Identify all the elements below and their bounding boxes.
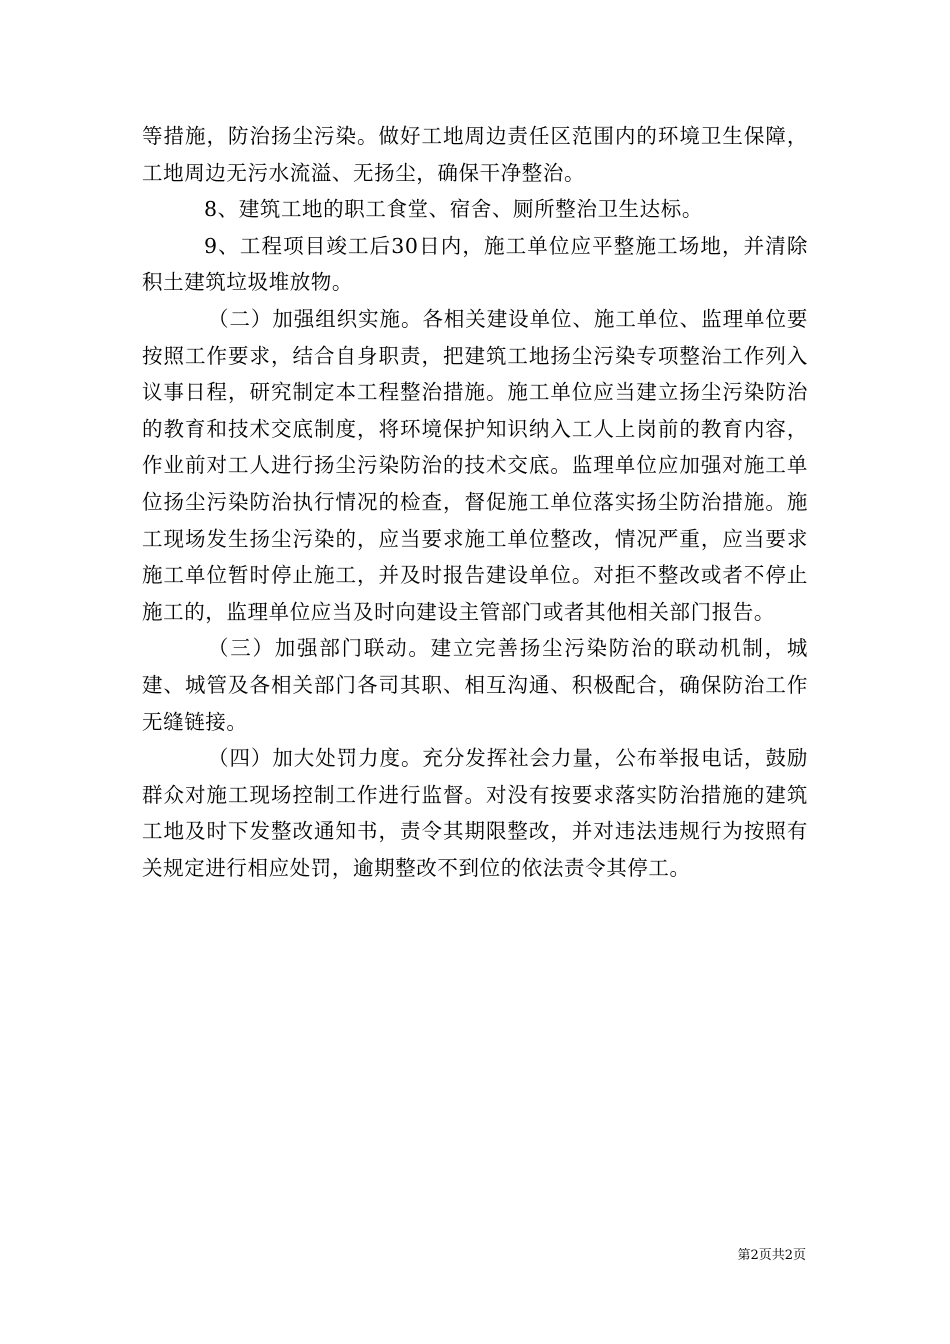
paragraph-section-4: （四）加大处罚力度。充分发挥社会力量，公布举报电话，鼓励群众对施工现场控制工作进行监督。对没有按要求落实防治措施的建筑工地及时下发整改通知书，责令其期限整改，并对违法违规行为按照有关规定进行相应处罚，逾期整改不到位的依法责令其停工。 (142, 746, 808, 880)
paragraph-item-8: 8、建筑工地的职工食堂、宿舍、厕所整治卫生达标。 (204, 197, 703, 222)
paragraph-section-2: （二）加强组织实施。各相关建设单位、施工单位、监理单位要按照工作要求，结合自身职责，把建筑工地扬尘污染专项整治工作列入议事日程，研究制定本工程整治措施。施工单位应当建立扬尘污染防治的教育和技术交底制度，将环境保护知识纳入工人上岗前的教育内容，作业前对工人进行扬尘污染防治的技术交底。监理单位应加强对施工单位扬尘污染防治执行情况的检查，督促施工单位落实扬尘防治措施。施工现场发生扬尘污染的，应当要求施工单位整改，情况严重，应当要求施工单位暂时停止施工，并及时报告建设单位。对拒不整改或者不停止施工的，监理单位应当及时向建设主管部门或者其他相关部门报告。 (142, 306, 808, 624)
body-text (142, 118, 808, 886)
page-number-footer: 第2页共2页 (737, 1248, 806, 1263)
paragraph-section-3: （三）加强部门联动。建立完善扬尘污染防治的联动机制，城建、城管及各相关部门各司其职、相互沟通、积极配合，确保防治工作无缝链接。 (142, 636, 808, 734)
paragraph-continuation: 等措施，防治扬尘污染。做好工地周边责任区范围内的环境卫生保障，工地周边无污水流溢、无扬尘，确保干净整治。 (142, 124, 808, 185)
paragraph-item-9: 9、工程项目竣工后30日内，施工单位应平整施工场地，并清除积土建筑垃圾堆放物。 (142, 233, 808, 295)
